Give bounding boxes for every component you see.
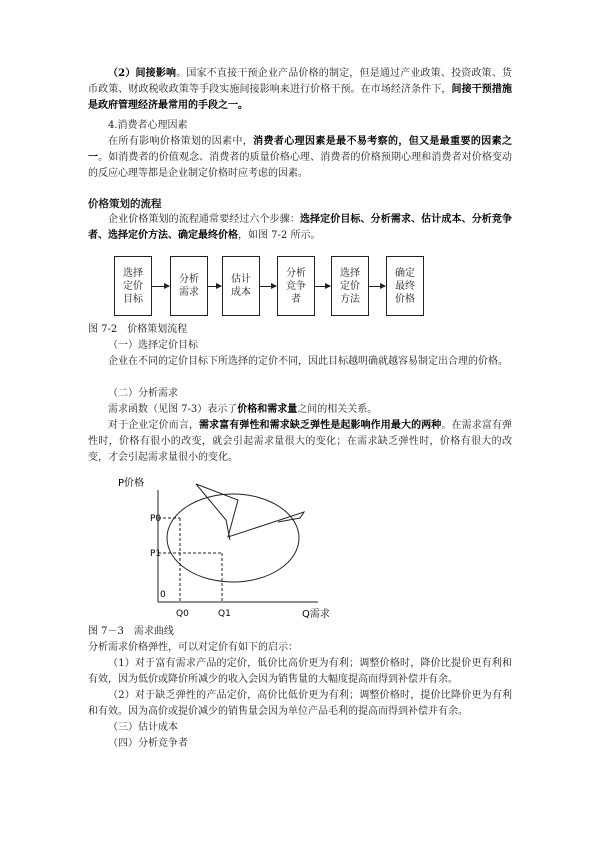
origin-label: 0 (160, 590, 166, 600)
consumer-text-1: 在所有影响价格策划的因素中， (108, 136, 254, 147)
indirect-end: 。 (238, 100, 248, 111)
section-heading: 价格策划的流程 (88, 198, 162, 210)
flow-step-label: 估计成本 (231, 274, 251, 298)
q0-label: Q0 (176, 609, 189, 619)
elasticity-text-2: 。在需求富有弹性时，价格有很小的改变，就会引起需求量很大的变化；在需求缺乏弹性时，价格有很大的改变，才会引起需求量很小的变化。 (88, 420, 513, 463)
indirect-term: 间接影响 (135, 68, 177, 79)
item-consumer-psychology: 4.消费者心理因素 (108, 120, 188, 131)
flow-step-label: 分析需求 (179, 274, 199, 298)
elasticity-bold: 需求富有弹性和需求缺乏弹性是起影响作用最大的两种 (198, 420, 442, 431)
demand-bold: 价格和需求量 (237, 404, 298, 415)
demand-text-1: 需求函数（见图 7-3）表示了 (108, 404, 238, 415)
section-1-title: （一）选择定价目标 (108, 340, 198, 351)
demand-text-2: 之间的相关关系。 (297, 404, 378, 415)
figure-7-3-caption: 图 7－3 需求曲线 (88, 626, 174, 637)
y-axis-label: P价格 (118, 478, 145, 489)
q1-label: Q1 (218, 609, 231, 619)
section-3-title: （三）估计成本 (108, 722, 178, 733)
indirect-prefix: （2） (108, 68, 136, 79)
jagged-lightning-line (196, 484, 304, 537)
section-2-title: （二）分析需求 (108, 388, 178, 399)
section-1-text: 企业在不同的定价目标下所选择的定价不同，因此目标越明确就越容易制定出合理的价格。 (108, 356, 508, 367)
x-axis-label: Q需求 (302, 609, 330, 620)
p0-label: P0 (150, 514, 162, 524)
flow-step-label: 选择定价目标 (123, 267, 143, 305)
consumer-bold: 消费者心理因素是最不易考察的，但又是最重要的因素之一 (88, 136, 513, 163)
elasticity-text-1: 对于企业定价而言， (108, 420, 199, 431)
indirect-text: 。国家不直接干预企业产品价格的制定，但是通过产业政策、投资政策、货币政策、财政税收政策等手段实施间接影响来进行价格干预。在市场经济条件下， (88, 68, 513, 95)
p1-label: P1 (150, 549, 162, 559)
jagged-lightning-line-2 (196, 484, 230, 540)
section-4-title: （四）分析竞争者 (108, 738, 188, 749)
consumer-text-2: 。如消费者的价值观念、消费者的质量价格心理、消费者的价格预期心理和消费者对价格变动的反应心理等都是企业制定价格时应考虑的因素。 (88, 152, 513, 179)
paragraph-inelastic: （2）对于缺乏弹性的产品定价，高价比低价更为有利；调整价格时，提价比降价更为有利和有效。因为高价或提价减少的销售量会因为单位产品毛利的提高而得到补偿并有余。 (88, 690, 512, 717)
indirect-bold: 间接干预措施是政府管理经济最常用的手段之一 (88, 84, 513, 111)
paragraph-elasticity-insight: 分析需求价格弹性，可以对定价有如下的启示： (88, 642, 298, 653)
flow-step-label: 选择定价方法 (340, 267, 360, 305)
process-bold: 选择定价目标、分析需求、估计成本、分析竞争者、选择定价方法、确定最终价格 (88, 214, 513, 241)
flow-step-label: 确定最终价格 (395, 267, 415, 305)
figure-7-2-caption: 图 7-2 价格策划流程 (88, 324, 188, 335)
flow-step-label: 分析竞争者 (286, 267, 306, 305)
process-text-1: 企业价格策划的流程通常要经过六个步骤： (108, 214, 300, 225)
process-text-2: ，如图 7-2 所示。 (238, 230, 321, 241)
demand-ellipse (167, 494, 299, 582)
paragraph-rich-demand: （1）对于富有需求产品的定价，低价比高价更为有利；调整价格时，降价比提价更有利和有效，因为低价或降价所减少的收入会因为销售量的大幅度提高而得到补偿并有余。 (88, 658, 512, 685)
